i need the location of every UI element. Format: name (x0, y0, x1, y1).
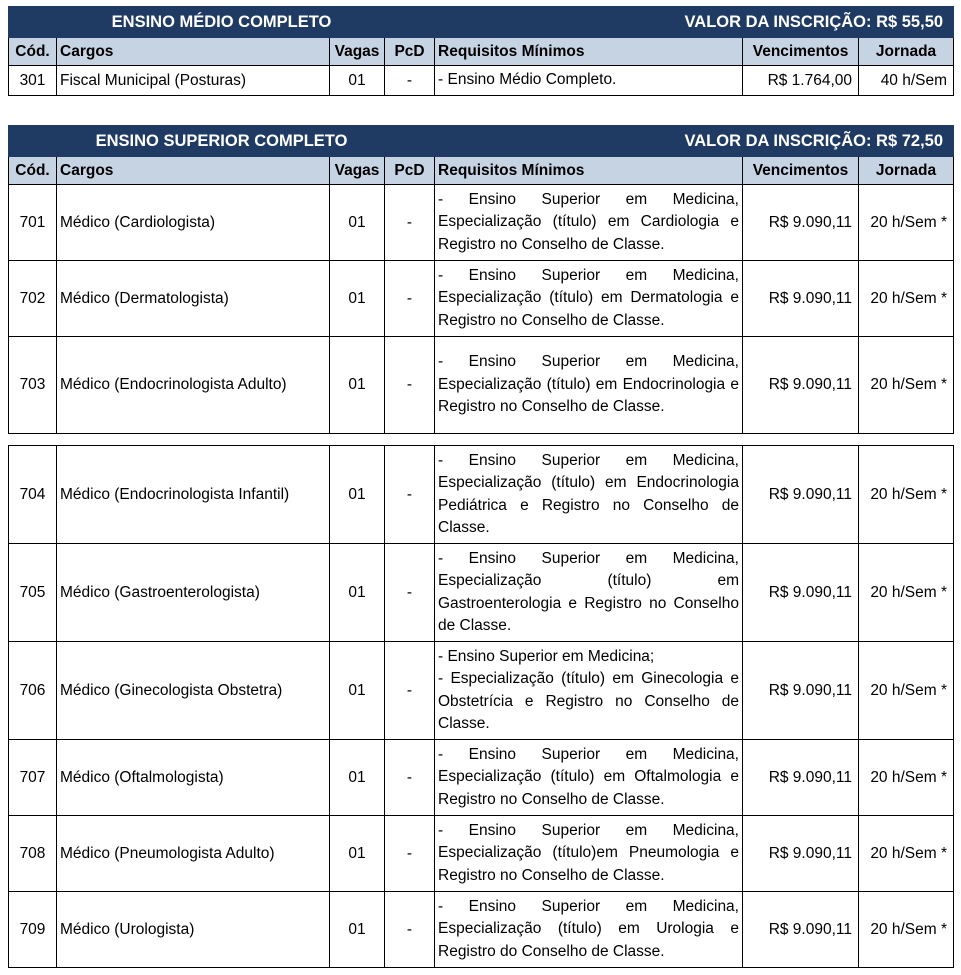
cell-cargo: Médico (Pneumologista Adulto) (57, 816, 330, 892)
section-title: ENSINO SUPERIOR COMPLETO (9, 126, 435, 157)
cell-vagas: 01 (330, 816, 385, 892)
cell-vencimentos: R$ 9.090,11 (743, 642, 859, 740)
cell-code: 707 (9, 740, 57, 816)
cell-cargo: Médico (Dermatologista) (57, 261, 330, 337)
table-row (9, 892, 954, 968)
registration-fee: VALOR DA INSCRIÇÃO: R$ 55,50 (435, 7, 954, 38)
cell-requisitos: - Ensino Superior em Medicina, Especialização (título) em Gastroenterologia e Registro no Conselho de Classe. (435, 544, 743, 642)
cell-vagas: 01 (330, 261, 385, 337)
cell-requisitos: - Ensino Superior em Medicina, Especialização (título)em Pneumologia e Registro no Conselho de Classe. (435, 816, 743, 892)
header-vencimentos: Vencimentos (743, 157, 859, 185)
cell-vagas: 01 (330, 66, 385, 96)
header-pcd: PcD (385, 38, 435, 66)
header-pcd: PcD (385, 157, 435, 185)
cell-pcd: - (385, 816, 435, 892)
cell-pcd: - (385, 892, 435, 968)
header-vagas: Vagas (330, 157, 385, 185)
header-cod: Cód. (9, 157, 57, 185)
table-row (9, 816, 954, 892)
cell-requisitos: - Ensino Superior em Medicina, Especialização (título) em Cardiologia e Registro no Conselho de Classe. (435, 185, 743, 261)
cell-vagas: 01 (330, 337, 385, 434)
header-cod: Cód. (9, 38, 57, 66)
table-row (9, 740, 954, 816)
cell-pcd: - (385, 66, 435, 96)
table-row (9, 446, 954, 544)
cell-jornada: 20 h/Sem * (859, 337, 954, 434)
table-ensino-medio (8, 6, 954, 96)
cell-requisitos: - Ensino Superior em Medicina, Especialização (título) em Dermatologia e Registro no Conselho de Classe. (435, 261, 743, 337)
cell-cargo: Fiscal Municipal (Posturas) (57, 66, 330, 96)
cell-vencimentos: R$ 9.090,11 (743, 337, 859, 434)
cell-cargo: Médico (Urologista) (57, 892, 330, 968)
cell-pcd: - (385, 261, 435, 337)
section-title: ENSINO MÉDIO COMPLETO (9, 7, 435, 38)
cell-jornada: 40 h/Sem (859, 66, 954, 96)
cell-cargo: Médico (Endocrinologista Infantil) (57, 446, 330, 544)
cell-vencimentos: R$ 9.090,11 (743, 544, 859, 642)
cell-jornada: 20 h/Sem * (859, 544, 954, 642)
cell-vagas: 01 (330, 544, 385, 642)
cell-vencimentos: R$ 9.090,11 (743, 740, 859, 816)
cell-requisitos: - Ensino Superior em Medicina, Especialização (título) em Oftalmologia e Registro no Conselho de Classe. (435, 740, 743, 816)
cell-cargo: Médico (Cardiologista) (57, 185, 330, 261)
table-row (9, 337, 954, 434)
table-banner (9, 126, 954, 157)
table-ensino-superior-continued (8, 445, 954, 968)
cell-vagas: 01 (330, 642, 385, 740)
table-banner (9, 7, 954, 38)
cell-pcd: - (385, 337, 435, 434)
cell-vencimentos: R$ 9.090,11 (743, 816, 859, 892)
cell-code: 301 (9, 66, 57, 96)
cell-requisitos: - Ensino Superior em Medicina; - Especialização (título) em Ginecologia e Obstetrícia e Registro no Conselho de Classe. (435, 642, 743, 740)
cell-vencimentos: R$ 9.090,11 (743, 185, 859, 261)
cell-requisitos: - Ensino Superior em Medicina, Especialização (título) em Urologia e Registro do Conselho de Classe. (435, 892, 743, 968)
cell-pcd: - (385, 642, 435, 740)
header-vencimentos: Vencimentos (743, 38, 859, 66)
cell-code: 706 (9, 642, 57, 740)
cell-code: 703 (9, 337, 57, 434)
cell-pcd: - (385, 446, 435, 544)
table-header-row (9, 38, 954, 66)
registration-fee: VALOR DA INSCRIÇÃO: R$ 72,50 (435, 126, 954, 157)
cell-code: 705 (9, 544, 57, 642)
table-row (9, 66, 954, 96)
cell-cargo: Médico (Endocrinologista Adulto) (57, 337, 330, 434)
header-cargos: Cargos (57, 157, 330, 185)
table-header-row (9, 157, 954, 185)
cell-requisitos: - Ensino Superior em Medicina, Especialização (título) em Endocrinologia Pediátrica e Registro no Conselho de Classe. (435, 446, 743, 544)
cell-requisitos: - Ensino Superior em Medicina, Especialização (título) em Endocrinologia e Registro no Conselho de Classe. (435, 337, 743, 434)
cell-jornada: 20 h/Sem * (859, 446, 954, 544)
cell-vagas: 01 (330, 740, 385, 816)
cell-vagas: 01 (330, 892, 385, 968)
table-ensino-superior (8, 125, 954, 434)
table-row (9, 261, 954, 337)
cell-code: 702 (9, 261, 57, 337)
cell-vencimentos: R$ 9.090,11 (743, 261, 859, 337)
cell-pcd: - (385, 544, 435, 642)
cell-code: 701 (9, 185, 57, 261)
cell-pcd: - (385, 740, 435, 816)
table-row (9, 185, 954, 261)
header-cargos: Cargos (57, 38, 330, 66)
cell-jornada: 20 h/Sem * (859, 642, 954, 740)
cell-vagas: 01 (330, 185, 385, 261)
cell-requisitos: - Ensino Médio Completo. (435, 66, 743, 96)
header-jornada: Jornada (859, 157, 954, 185)
cell-cargo: Médico (Oftalmologista) (57, 740, 330, 816)
cell-jornada: 20 h/Sem * (859, 816, 954, 892)
header-requisitos: Requisitos Mínimos (435, 157, 743, 185)
cell-jornada: 20 h/Sem * (859, 185, 954, 261)
cell-code: 709 (9, 892, 57, 968)
cell-jornada: 20 h/Sem * (859, 740, 954, 816)
table-row (9, 544, 954, 642)
header-requisitos: Requisitos Mínimos (435, 38, 743, 66)
cell-vencimentos: R$ 9.090,11 (743, 446, 859, 544)
cell-cargo: Médico (Ginecologista Obstetra) (57, 642, 330, 740)
cell-vencimentos: R$ 1.764,00 (743, 66, 859, 96)
cell-jornada: 20 h/Sem * (859, 261, 954, 337)
header-jornada: Jornada (859, 38, 954, 66)
cell-vagas: 01 (330, 446, 385, 544)
cell-pcd: - (385, 185, 435, 261)
cell-cargo: Médico (Gastroenterologista) (57, 544, 330, 642)
cell-vencimentos: R$ 9.090,11 (743, 892, 859, 968)
header-vagas: Vagas (330, 38, 385, 66)
cell-jornada: 20 h/Sem * (859, 892, 954, 968)
cell-code: 704 (9, 446, 57, 544)
cell-code: 708 (9, 816, 57, 892)
table-row (9, 642, 954, 740)
